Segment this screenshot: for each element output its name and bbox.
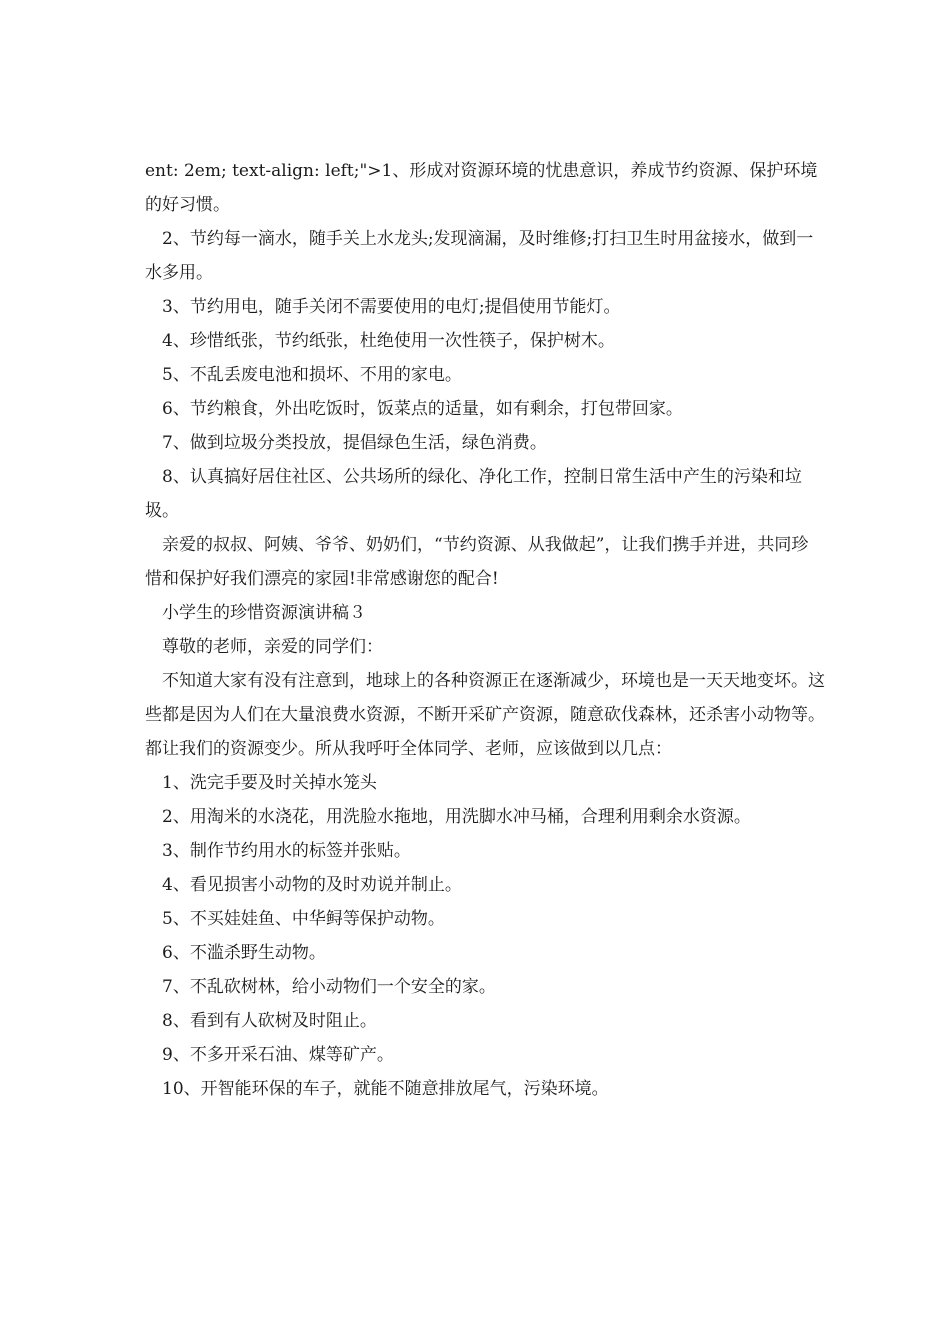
paragraph-5: 5、不乱丢废电池和损坏、不用的家电。: [162, 365, 462, 385]
list-item-1: 1、洗完手要及时关掉水笼头: [162, 773, 377, 793]
list-item-3: 3、制作节约用水的标签并张贴。: [162, 841, 411, 861]
paragraph-12: 不知道大家有没有注意到，地球上的各种资源正在逐渐减少，环境也是一天天地变坏。这些都是因为人们在大量浪费水资源，不断开采矿产资源，随意砍伐森林，还杀害小动物等。都让我们的资源变少。所从我呼吁全体同学、老师，应该做到以几点：: [145, 671, 825, 759]
section-heading: 小学生的珍惜资源演讲稿３: [162, 603, 366, 623]
paragraph-4: 4、珍惜纸张，节约纸张，杜绝使用一次性筷子，保护树木。: [162, 331, 615, 351]
list-item-5: 5、不买娃娃鱼、中华鲟等保护动物。: [162, 909, 445, 929]
paragraph-2: 2、节约每一滴水，随手关上水龙头;发现滴漏，及时维修;打扫卫生时用盆接水，做到一水多用。: [145, 229, 814, 283]
list-item-9: 9、不多开采石油、煤等矿产。: [162, 1045, 394, 1065]
list-item-8: 8、看到有人砍树及时阻止。: [162, 1011, 377, 1031]
paragraph-9: 亲爱的叔叔、阿姨、爷爷、奶奶们，“节约资源、从我做起”，让我们携手并进，共同珍惜和保护好我们漂亮的家园!非常感谢您的配合!: [145, 535, 809, 589]
paragraph-6: 6、节约粮食，外出吃饭时，饭菜点的适量，如有剩余，打包带回家。: [162, 399, 683, 419]
list-item-10: 10、开智能环保的车子，就能不随意排放尾气，污染环境。: [162, 1079, 609, 1099]
document-body: [145, 154, 825, 1106]
paragraph-1: ent: 2em; text-align: left;">1、形成对资源环境的忧患意识，养成节约资源、保护环境的好习惯。: [145, 161, 818, 215]
salutation: 尊敬的老师，亲爱的同学们：: [162, 637, 383, 657]
list-item-2: 2、用淘米的水浇花，用洗脸水拖地，用洗脚水冲马桶，合理利用剩余水资源。: [162, 807, 751, 827]
paragraph-8: 8、认真搞好居住社区、公共场所的绿化、净化工作，控制日常生活中产生的污染和垃圾。: [145, 467, 802, 521]
paragraph-7: 7、做到垃圾分类投放，提倡绿色生活，绿色消费。: [162, 433, 547, 453]
list-item-4: 4、看见损害小动物的及时劝说并制止。: [162, 875, 462, 895]
list-item-6: 6、不滥杀野生动物。: [162, 943, 326, 963]
paragraph-3: 3、节约用电，随手关闭不需要使用的电灯;提倡使用节能灯。: [162, 297, 621, 317]
list-item-7: 7、不乱砍树林，给小动物们一个安全的家。: [162, 977, 496, 997]
